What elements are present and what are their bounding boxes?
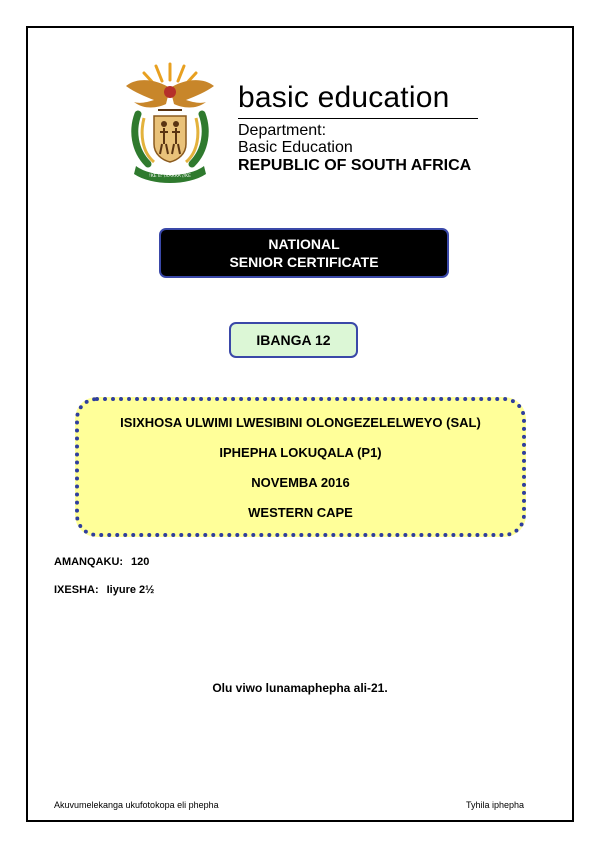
republic-name: REPUBLIC OF SOUTH AFRICA xyxy=(238,157,472,174)
subject-title: ISIXHOSA ULWIMI LWESIBINI OLONGEZELELWEYO (SAL) xyxy=(120,414,481,430)
department-line2: Basic Education xyxy=(238,139,353,156)
brand-divider xyxy=(238,118,478,119)
marks-line xyxy=(54,556,149,568)
grade-label: IBANGA 12 xyxy=(256,332,331,348)
marks-value: 120 xyxy=(131,556,150,568)
department-name xyxy=(238,122,353,156)
department-line1: Department: xyxy=(238,122,327,139)
copy-warning: Akuvumelekanga ukufotokopa eli phepha xyxy=(54,800,219,810)
certificate-banner xyxy=(159,228,449,278)
certificate-line1: NATIONAL xyxy=(268,236,340,252)
south-africa-coat-of-arms-icon xyxy=(118,58,222,186)
turn-over-note: Tyhila iphepha xyxy=(466,800,525,810)
svg-text:!KE E: /XARRA //KE: !KE E: /XARRA //KE xyxy=(149,174,191,179)
brand-title: basic education xyxy=(238,81,450,114)
paper-number: IPHEPHA LOKUQALA (P1) xyxy=(219,444,382,460)
certificate-line2: SENIOR CERTIFICATE xyxy=(229,254,379,270)
grade-badge xyxy=(229,322,358,358)
marks-label: AMANQAKU: xyxy=(54,556,124,568)
time-line xyxy=(54,584,154,596)
subject-panel xyxy=(75,397,526,537)
time-label: IXESHA: xyxy=(54,584,99,596)
page-count-note: Olu viwo lunamaphepha ali-21. xyxy=(212,681,388,695)
time-value: Iiyure 2½ xyxy=(106,584,155,596)
exam-date: NOVEMBA 2016 xyxy=(251,474,350,490)
province-name: WESTERN CAPE xyxy=(248,504,353,520)
